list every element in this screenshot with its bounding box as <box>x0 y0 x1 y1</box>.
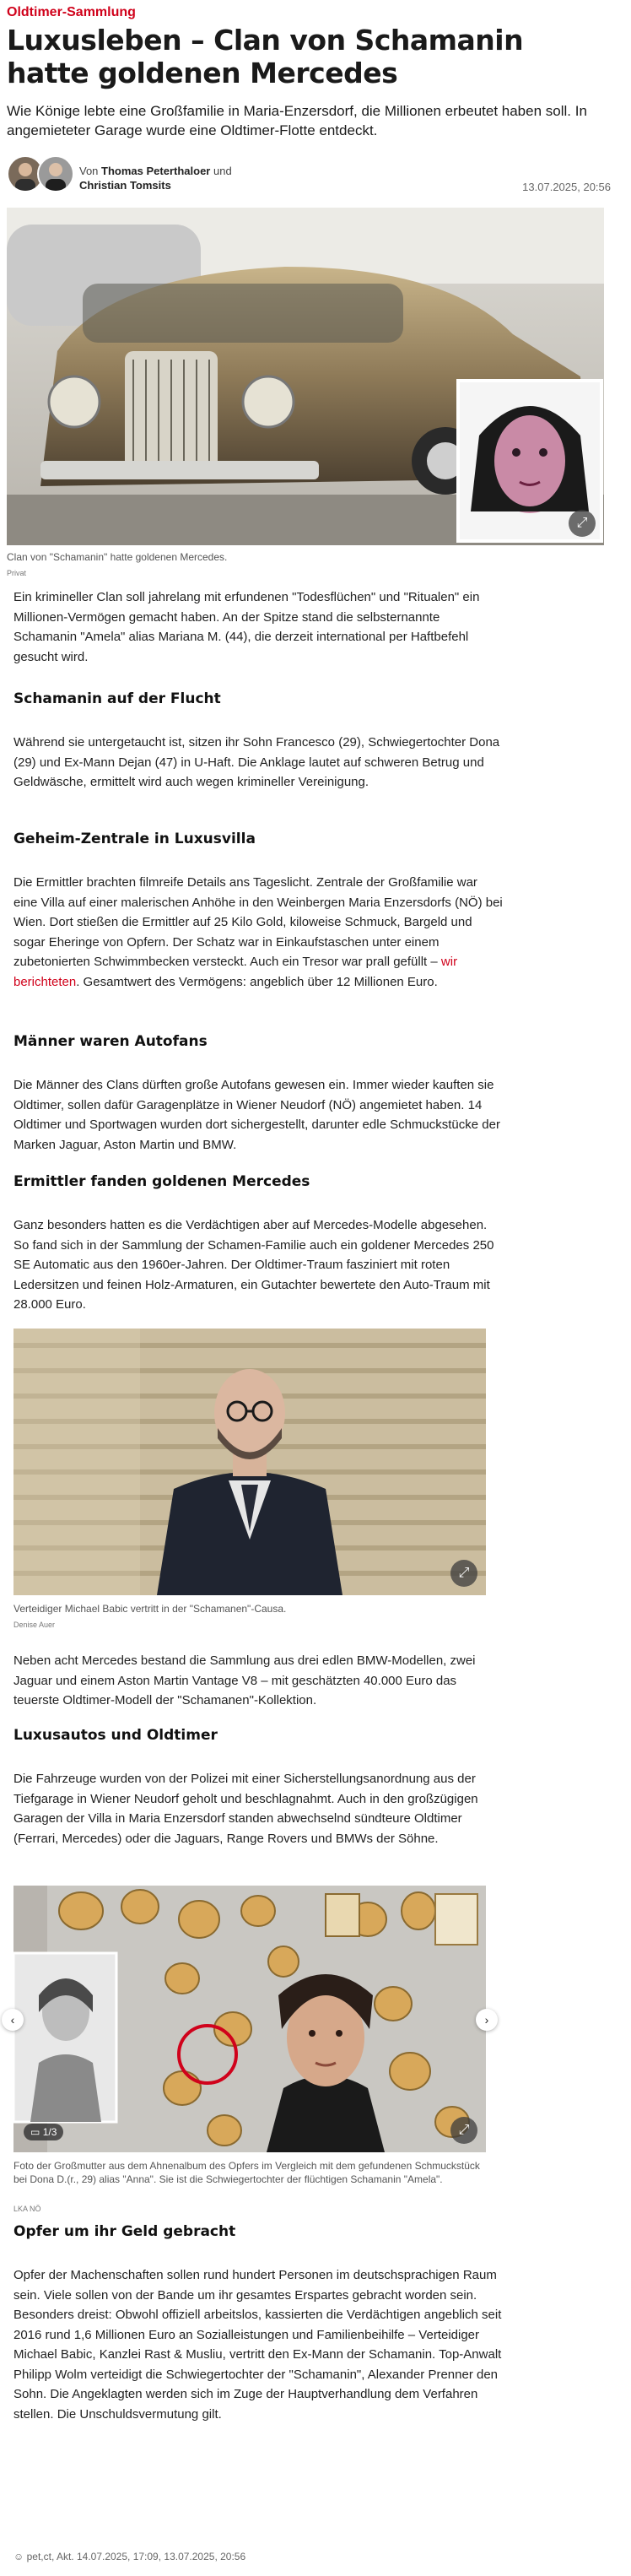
subheading-4: Ermittler fanden goldenen Mercedes <box>13 1173 310 1190</box>
mercedes-photo[interactable] <box>7 208 604 545</box>
footer-text: pet,ct, Akt. 14.07.2025, 17:09, 13.07.2025, 20:56 <box>26 2551 246 2562</box>
figure-2-credit: Denise Auer <box>13 1621 56 1629</box>
gallery-counter-text: 1/3 <box>42 2126 57 2138</box>
author-1-link[interactable]: Thomas Peterthaloer <box>101 165 211 177</box>
subheading-2: Geheim-Zentrale in Luxusvilla <box>13 831 256 847</box>
author-avatar-2[interactable] <box>37 155 74 192</box>
gallery-icon: ▭ <box>30 2126 40 2138</box>
paragraph-3 <box>13 873 503 992</box>
subheading-1: Schamanin auf der Flucht <box>13 690 221 707</box>
jewelry-gallery[interactable] <box>13 1886 486 2152</box>
expand-icon[interactable]: ⤢ <box>569 510 596 537</box>
expand-icon[interactable]: ⤢ <box>450 2117 477 2144</box>
paragraph-6: Neben acht Mercedes bestand die Sammlung aus drei edlen BMW-Modellen, zwei Jaguar und einem Aston Martin Vantage V8 – mit geschätzten 40.000 Euro das teuerste Oldtimer-Modell der "Schamanen"-Kollektion. <box>13 1653 476 1707</box>
article-footer <box>13 2551 245 2562</box>
chevron-left-icon[interactable]: ‹ <box>2 2009 24 2031</box>
publish-date: 13.07.2025, 20:56 <box>522 181 611 193</box>
paragraph-4: Die Männer des Clans dürften große Autofans gewesen ein. Immer wieder kauften sie Oldtimer, sollen dafür Garagenplätze in Wiener Neudorf (NÖ) angemietet haben. 14 Oldtimer und Sportwagen wurden dort sichergestellt, darunter edle Schmuckstücke der Marken Jaguar, Aston Martin und BMW. <box>13 1078 500 1152</box>
byline-and: und <box>213 165 232 177</box>
figure-3-caption: Foto der Großmutter aus dem Ahnenalbum des Opfers im Vergleich mit dem gefundenen Schmuckstück bei Dona D.(r., 29) alias "Anna". Sie ist die Schwiegertochter der flüchtigen Schamanin "Amela". <box>13 2160 480 2185</box>
paragraph-8: Opfer der Machenschaften sollen rund hundert Personen im deutschsprachigen Raum sein. Viele sollen von der Bande um ihr gesamtes Erspartes gebracht worden sein. Besonders dreist: Obwohl offiziell arbeitslos, kassierten die Verdächtigen angeblich seit 2016 rund 1,6 Millionen Euro an Sozialleistungen und Familienbeihilfe – Verteidiger Michael Babic, Kanzlei Rast & Musliu, vertritt den Ex-Mann der Schamanin. Top-Anwalt Philipp Wolm verteidigt die Schwiegertochter der "Schamanin", Alexander Prenner den Sohn. Die Angeklagten werden sich im Zuge der Hauptverhandlung dem Verfahren stellen. Die Unschuldsvermutung gilt. <box>13 2268 502 2422</box>
subheading-6: Opfer um ihr Geld gebracht <box>13 2223 236 2240</box>
article-lead: Wie Könige lebte eine Großfamilie in Maria-Enzersdorf, die Millionen erbeutet haben soll. In angemieteter Garage wurde eine Oldtimer-Flotte entdeckt. <box>7 103 587 138</box>
article-kicker[interactable]: Oldtimer-Sammlung <box>7 5 136 19</box>
user-icon: ☺ <box>13 2551 24 2562</box>
byline-prefix: Von <box>79 165 99 177</box>
subheading-5: Luxusautos und Oldtimer <box>13 1727 218 1744</box>
subheading-3: Männer waren Autofans <box>13 1033 208 1050</box>
paragraph-1: Ein krimineller Clan soll jahrelang mit erfundenen "Todesflüchen" und "Ritualen" ein Millionen-Vermögen gemacht haben. An der Spitze stand die selbsternannte Schamanin "Amela" alias Mariana M. (44), die derzeit international per Haftbefehl gesucht wird. <box>13 590 480 664</box>
figure-1-credit: Privat <box>7 569 27 577</box>
author-2-link[interactable]: Christian Tomsits <box>79 179 171 192</box>
figure-2-caption: Verteidiger Michael Babic vertritt in der "Schamanen"-Causa. <box>13 1603 287 1615</box>
paragraph-7: Die Fahrzeuge wurden von der Polizei mit einer Sicherstellungsanordnung aus der Tiefgarage in Wiener Neudorf geholt und beschlagnahmt. Auch in den großzügigen Garagen der Villa in Maria Enzersdorf standen abwechselnd sündteure Oldtimer (Ferrari, Mercedes) oder die Jaguars, Range Rovers und BMWs der Söhne. <box>13 1772 478 1846</box>
paragraph-3-text-a: Die Ermittler brachten filmreife Details ans Tageslicht. Zentrale der Großfamilie war eine Villa auf einer malerischen Anhöhe in den Weinbergen Maria Enzersdorfs (NÖ) bei Wien. Dort stießen die Ermittler auf 25 Kilo Gold, kiloweise Schmuck, Bargeld und sogar Eheringe von Opfern. Der Schatz war in Einkaufstaschen unter einem zubetonierten Schwimmbecken versteckt. Auch ein Tresor war prall gefüllt – <box>13 875 503 969</box>
paragraph-2: Während sie untergetaucht ist, sitzen ihr Sohn Francesco (29), Schwiegertochter Dona (29) und Ex-Mann Dejan (47) in U-Haft. Die Anklage lautet auf schweren Betrug und Geldwäsche, ermittelt wird auch wegen krimineller Vereinigung. <box>13 735 500 789</box>
byline <box>79 164 232 192</box>
figure-3-credit: LKA NÖ <box>13 2205 41 2213</box>
expand-icon[interactable]: ⤢ <box>450 1560 477 1587</box>
article-headline: Luxusleben – Clan von Schamanin hatte goldenen Mercedes <box>7 24 524 89</box>
paragraph-5: Ganz besonders hatten es die Verdächtigen aber auf Mercedes-Modelle abgesehen. So fand sich in der Sammlung der Schamen-Familie auch ein goldener Mercedes 250 SE Automatic aus den 1960er-Jahren. Der Oldtimer-Traum fasziniert mit roten Ledersitzen und feinen Holz-Armaturen, ein Gutachter bewertete den Auto-Traum mit 28.000 Euro. <box>13 1218 494 1312</box>
figure-1-caption: Clan von "Schamanin" hatte goldenen Mercedes. <box>7 551 228 563</box>
chevron-right-icon[interactable]: › <box>476 2009 498 2031</box>
paragraph-3-text-b: . Gesamtwert des Vermögens: angeblich über 12 Millionen Euro. <box>76 974 438 989</box>
article-link[interactable]: wir berichteten <box>13 955 458 989</box>
lawyer-photo[interactable] <box>13 1329 486 1595</box>
gallery-counter <box>24 2124 63 2140</box>
author-row <box>7 155 611 194</box>
